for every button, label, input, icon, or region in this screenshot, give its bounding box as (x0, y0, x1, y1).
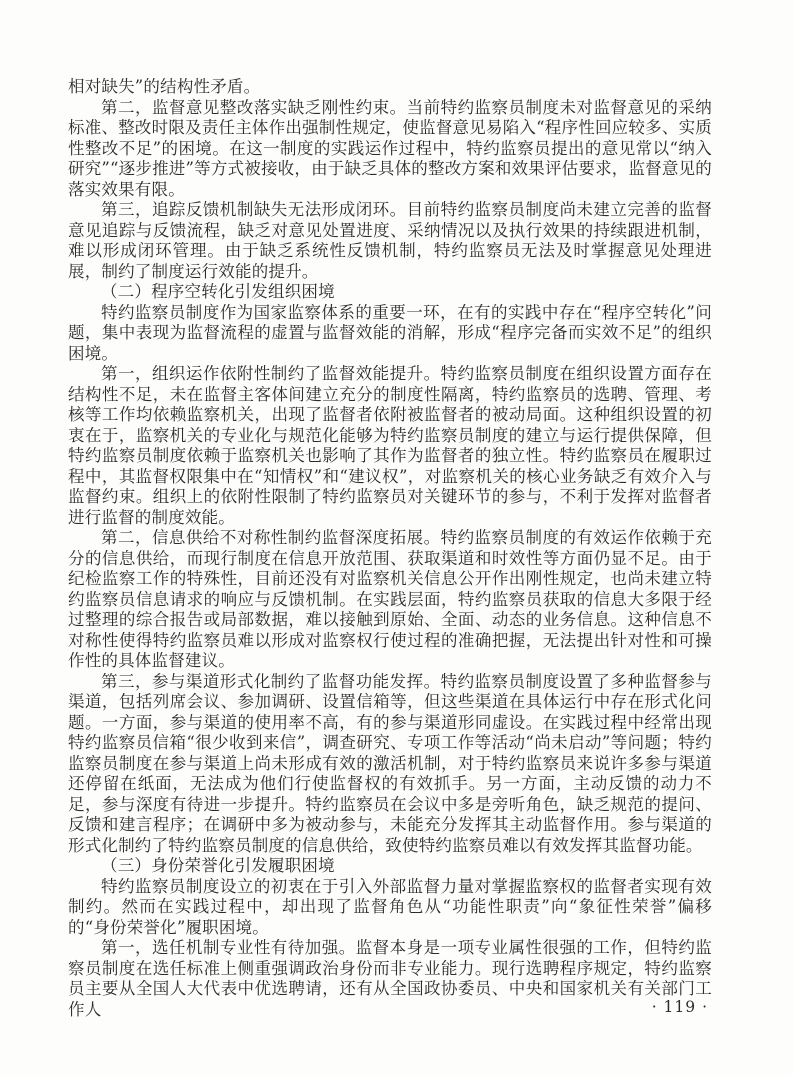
paragraph: 第一，选任机制专业性有待加强。监督本身是一项专业属性很强的工作，但特约监察员制度在选任标准上侧重强调政治身份而非专业能力。现行选聘程序规定，特约监察员主要从全国人大代表中优选聘请，还有从全国政协委员、中央和国家机关有关部门工作人 (68, 938, 712, 1019)
document-text (68, 77, 712, 1020)
paragraph: 相对缺失”的结构性矛盾。 (68, 77, 261, 96)
paragraph: 第二，监督意见整改落实缺乏刚性约束。当前特约监察员制度未对监督意见的采纳标准、整改时限及责任主体作出强制性规定，使监督意见易陷入“程序性回应较多、实质性整改不足”的困境。在这一制度的实践运作过程中，特约监察员提出的意见常以“纳入研究”“逐步推进”等方式被接收，由于缺乏具体的整改方案和效果评估要求，监督意见的落实效果有限。 (68, 97, 712, 199)
section-heading: （三）身份荣誉化引发履职困境 (101, 856, 335, 875)
section-heading: （二）程序空转化引发组织困境 (101, 282, 335, 301)
paragraph: 第三，参与渠道形式化制约了监督功能发挥。特约监察员制度设置了多种监督参与渠道，包括列席会议、参加调研、设置信箱等，但这些渠道在具体运行中存在形式化问题。一方面，参与渠道的使用率不高，有的参与渠道形同虚设。在实践过程中经常出现特约监察员信箱“很少收到来信”，调查研究、专项工作等活动“尚未启动”等问题；特约监察员制度在参与渠道上尚未形成有效的激活机制，对于特约监察员来说许多参与渠道还停留在纸面，无法成为他们行使监督权的有效抓手。另一方面，主动反馈的动力不足，参与深度有待进一步提升。特约监察员在会议中多是旁听角色，缺乏规范的提问、反馈和建言程序；在调研中多为被动参与，未能充分发挥其主动监督作用。参与渠道的形式化制约了特约监察员制度的信息供给，致使特约监察员难以有效发挥其监督功能。 (68, 671, 712, 855)
page-number: · 119 · (651, 998, 708, 1016)
paragraph: 第三，追踪反馈机制缺失无法形成闭环。目前特约监察员制度尚未建立完善的监督意见追踪与反馈流程，缺乏对意见处置进度、采纳情况以及执行效果的持续跟进机制，难以形成闭环管理。由于缺乏系统性反馈机制，特约监察员无法及时掌握意见处理进展，制约了制度运行效能的提升。 (68, 200, 712, 281)
paragraph: 特约监察员制度设立的初衷在于引入外部监督力量对掌握监察权的监督者实现有效制约。然而在实践过程中，却出现了监督角色从“功能性职责”向“象征性荣誉”偏移的“身份荣誉化”履职困境。 (68, 876, 712, 937)
paragraph: 特约监察员制度作为国家监察体系的重要一环，在有的实践中存在“程序空转化”问题，集中表现为监督流程的虚置与监督效能的消解，形成“程序完备而实效不足”的组织困境。 (68, 302, 712, 363)
paragraph: 第二，信息供给不对称性制约监督深度拓展。特约监察员制度的有效运作依赖于充分的信息供给，而现行制度在信息开放范围、获取渠道和时效性等方面仍显不足。由于纪检监察工作的特殊性，目前还没有对监察机关信息公开作出刚性规定，也尚未建立特约监察员信息请求的响应与反馈机制。在实践层面，特约监察员获取的信息大多限于经过整理的综合报告或局部数据，难以接触到原始、全面、动态的业务信息。这种信息不对称性使得特约监察员难以形成对监察权行使过程的准确把握，无法提出针对性和可操作性的具体监督建议。 (68, 528, 712, 670)
paragraph: 第一，组织运作依附性制约了监督效能提升。特约监察员制度在组织设置方面存在结构性不足，未在监督主客体间建立充分的制度性隔离，特约监察员的选聘、管理、考核等工作均依赖监察机关，出现了监督者依附被监督者的被动局面。这种组织设置的初衷在于，监察机关的专业化与规范化能够为特约监察员制度的建立与运行提供保障，但特约监察员制度依赖于监察机关也影响了其作为监督者的独立性。特约监察员在履职过程中，其监督权限集中在“知情权”和“建议权”，对监察机关的核心业务缺乏有效介入与监督约束。组织上的依附性限制了特约监察员对关键环节的参与，不利于发挥对监督者进行监督的制度效能。 (68, 364, 712, 527)
